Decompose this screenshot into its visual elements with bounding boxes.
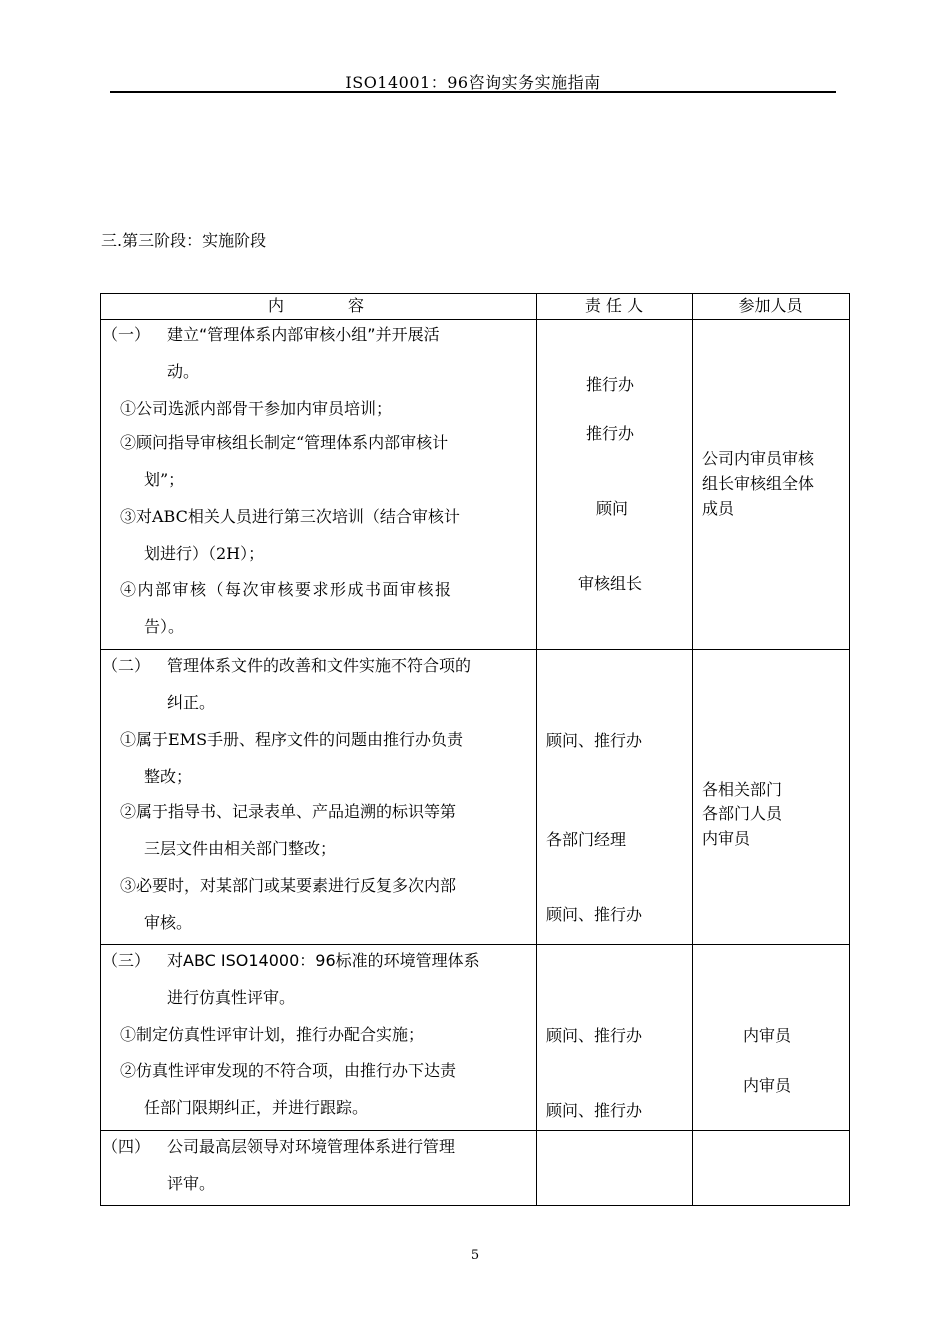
list-item-continuation: 审核。 — [144, 913, 193, 932]
participants-line: 各部门人员 — [702, 804, 783, 823]
row-heading-line: 公司最高层领导对环境管理体系进行管理 — [167, 1137, 456, 1156]
table-border-bottom — [100, 1205, 850, 1206]
row-heading-line: 对ABC ISO14000：96标准的环境管理体系 — [167, 951, 480, 970]
row-heading-line: 建立“管理体系内部审核小组”并开展活 — [167, 325, 440, 344]
participants-line: 组长审核组全体 — [702, 474, 815, 493]
table-border-left — [100, 293, 101, 1205]
table-border-right — [849, 293, 850, 1205]
list-item-continuation: 三层文件由相关部门整改； — [144, 839, 337, 858]
row-heading-line: 管理体系文件的改善和文件实施不符合项的 — [167, 656, 472, 675]
list-item-continuation: 划进行）（2H）； — [144, 544, 265, 563]
responsible-person: 顾问 — [596, 499, 629, 518]
row-heading-line: 评审。 — [167, 1174, 216, 1193]
responsible-person: 顾问、推行办 — [546, 731, 643, 750]
participants-line: 各相关部门 — [702, 780, 783, 799]
list-item: ②顾问指导审核组长制定“管理体系内部审核计 — [120, 433, 449, 452]
row-heading-line: 进行仿真性评审。 — [167, 988, 296, 1007]
list-item: ①公司选派内部骨干参加内审员培训； — [120, 399, 393, 418]
column-header-content: 内 容 — [267, 296, 368, 315]
participants-line: 内审员 — [743, 1076, 792, 1095]
list-item: ①制定仿真性评审计划，推行办配合实施； — [120, 1025, 425, 1044]
row-heading-number: （一） — [102, 325, 151, 344]
list-item-continuation: 告）。 — [144, 617, 185, 636]
list-item-continuation: 整改； — [144, 767, 193, 786]
responsible-person: 顾问、推行办 — [546, 905, 643, 924]
table-col-rule — [692, 293, 693, 1205]
participants-line: 公司内审员审核 — [702, 449, 815, 468]
list-item: ②属于指导书、记录表单、产品追溯的标识等第 — [120, 802, 457, 821]
responsible-person: 推行办 — [586, 424, 635, 443]
table-row-rule — [100, 944, 850, 945]
table-row-rule — [100, 1130, 850, 1131]
list-item-continuation: 任部门限期纠正，并进行跟踪。 — [144, 1098, 369, 1117]
responsible-person: 顾问、推行办 — [546, 1101, 643, 1120]
column-header-responsible: 责 任 人 — [584, 296, 644, 315]
participants-line: 成员 — [702, 499, 735, 518]
table-col-rule — [536, 293, 537, 1205]
list-item: ②仿真性评审发现的不符合项，由推行办下达责 — [120, 1061, 457, 1080]
list-item: ③对ABC相关人员进行第三次培训（结合审核计 — [120, 507, 460, 526]
responsible-person: 顾问、推行办 — [546, 1026, 643, 1045]
responsible-person: 推行办 — [586, 375, 635, 394]
row-heading-number: （三） — [102, 951, 151, 970]
column-header-participants: 参加人员 — [738, 296, 803, 315]
row-heading-number: （二） — [102, 656, 151, 675]
table-row-rule — [100, 649, 850, 650]
participants-line: 内审员 — [702, 829, 751, 848]
row-heading-line: 动。 — [167, 362, 200, 381]
page-header-title: ISO14001：96咨询实务实施指南 — [345, 73, 601, 92]
section-title: 三.第三阶段：实施阶段 — [101, 231, 267, 250]
responsible-person: 审核组长 — [578, 574, 643, 593]
header-rule — [110, 91, 836, 93]
list-item: ④内部审核（每次审核要求形成书面审核报 — [120, 580, 453, 599]
responsible-person: 各部门经理 — [546, 830, 627, 849]
row-heading-line: 纠正。 — [167, 693, 216, 712]
list-item: ③必要时，对某部门或某要素进行反复多次内部 — [120, 876, 457, 895]
row-heading-number: （四） — [102, 1137, 151, 1156]
table-header-rule — [100, 319, 850, 320]
participants-line: 内审员 — [743, 1026, 792, 1045]
page-number: 5 — [470, 1248, 480, 1263]
list-item-continuation: 划”； — [144, 470, 185, 489]
list-item: ①属于EMS手册、程序文件的问题由推行办负责 — [120, 730, 464, 749]
